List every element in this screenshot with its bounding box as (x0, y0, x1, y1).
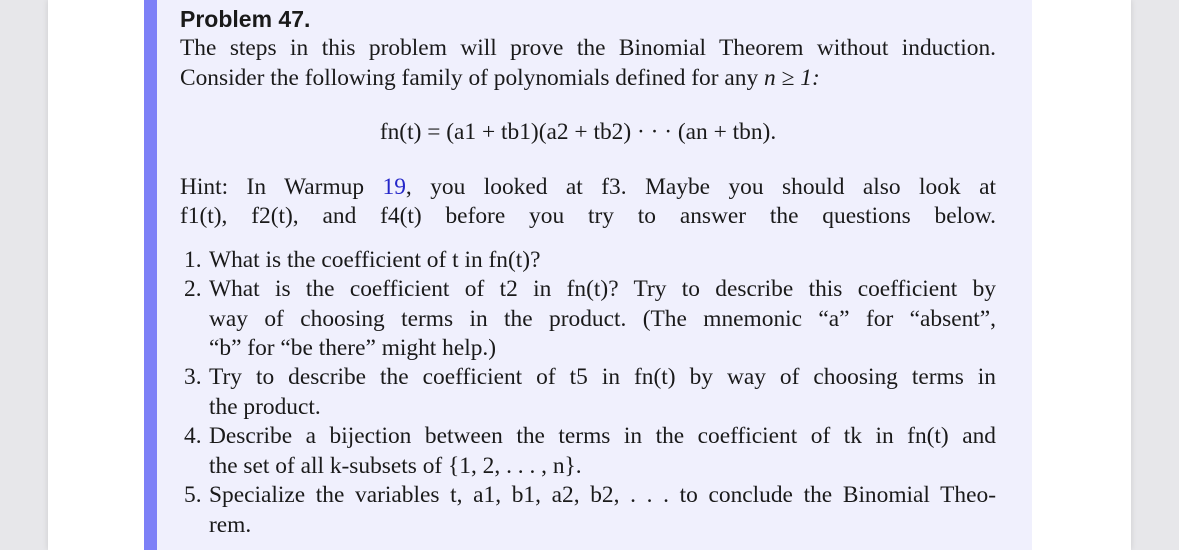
question-4-line-1: Describe a bijection between the terms in the coefficient of tk in fn(t) and (209, 423, 996, 449)
polynomial-formula (170, 117, 986, 147)
question-4-line-2: the set of all k-subsets of {1, 2, . . . , n}. (209, 453, 582, 479)
question-2-line-2: way of choosing terms in the product. (The mnemonic “a” for “absent”, (209, 306, 996, 332)
question-5-line-1: Specialize the variables t, a1, b1, a2, b2, . . . to conclude the Binomial Theo- (209, 482, 996, 508)
intro-line-1: The steps in this problem will prove the Binomial Theorem without induction. (180, 35, 996, 61)
hint-line-2: f1(t), f2(t), and f4(t) before you try to answer the questions below. (180, 203, 996, 229)
question-number: 5. (184, 482, 202, 508)
intro-line-2 (180, 63, 820, 93)
question-3-line-1: Try to describe the coefficient of t5 in fn(t) by way of choosing terms in (209, 364, 996, 390)
question-2-line-3: “b” for “be there” might help.) (209, 335, 497, 361)
question-number: 4. (184, 423, 202, 449)
question-3-line-2: the product. (209, 394, 321, 420)
question-5-line-2: rem. (209, 512, 252, 538)
hint-line-1 (180, 172, 996, 202)
warmup-link[interactable]: 19 (382, 174, 406, 200)
question-number: 2. (184, 276, 202, 302)
intro-text: Consider the following family of polynomials defined for any (180, 65, 765, 91)
hint-text-2: , you looked at f3. Maybe you should also look at (405, 174, 996, 200)
question-2-line-1: What is the coefficient of t2 in fn(t)? Try to describe this coefficient by (209, 276, 996, 302)
formula-text: fn(t) = (a1 + tb1)(a2 + tb2) · · · (an + tbn). (379, 119, 777, 145)
hint-text: Hint: In Warmup (180, 174, 383, 200)
intro-condition: n ≥ 1: (764, 65, 820, 91)
question-number: 3. (184, 364, 202, 390)
problem-title: Problem 47. (180, 6, 311, 32)
question-number: 1. (184, 247, 202, 273)
question-1-line-1: What is the coefficient of t in fn(t)? (209, 247, 541, 273)
